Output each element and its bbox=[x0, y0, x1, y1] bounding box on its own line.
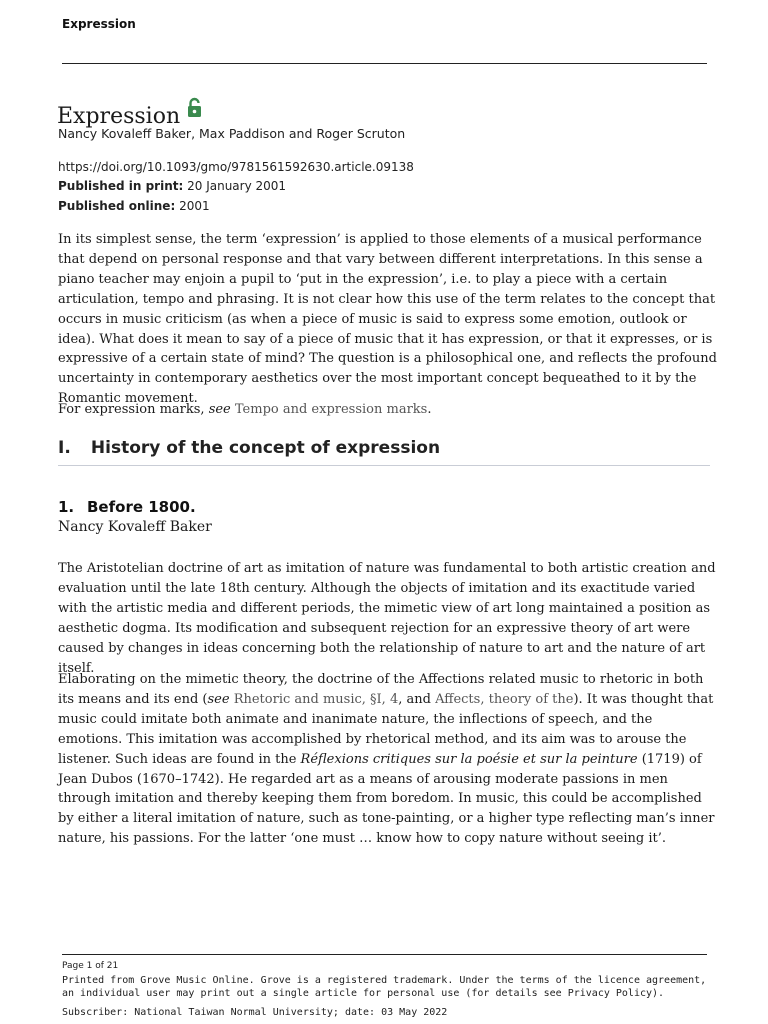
see-also-paragraph bbox=[58, 400, 718, 420]
para2-text-1: Elaborating on the mimetic theory, the doctrine of the Affections related music to rhetoric in both its means and its end ( bbox=[58, 672, 704, 707]
footer-rule bbox=[62, 954, 707, 955]
print-notice: Printed from Grove Music Online. Grove is a registered trademark. Under the terms of the licence agreement, an individual user may print out a single article for personal use (for details see Privacy Policy). bbox=[62, 975, 707, 999]
subsection-number: 1. bbox=[58, 498, 75, 516]
page-number: Page 1 of 21 bbox=[62, 961, 119, 971]
published-print-label: Published in print: bbox=[58, 179, 184, 193]
published-in-print bbox=[58, 179, 286, 193]
section-number: I. bbox=[58, 438, 71, 458]
open-access-lock-icon bbox=[187, 97, 202, 123]
see-prefix: For expression marks, bbox=[58, 402, 209, 417]
section-title: History of the concept of expression bbox=[90, 438, 441, 458]
para2-text-3: ). It was thought that music could imitate both animate and inanimate nature, the inflections of speech, and the emotions. This imitation was accomplished by rhetorical method, and its aim was to arouse the listener. Such ideas are found in the bbox=[58, 691, 714, 767]
article-title: Expression bbox=[57, 104, 181, 129]
see-word: see bbox=[208, 402, 231, 417]
reflexions-title: Réflexions critiques sur la poésie et sur la peinture bbox=[300, 751, 638, 767]
intro-paragraph: In its simplest sense, the term ‘expression’ is applied to those elements of a musical performance that depend on personal response and that vary between different interpretations. In this sense a piano teacher may enjoin a pupil to ‘put in the expression’, i.e. to play a piece with a certain articulation, tempo and phrasing. It is not clear how this use of the term relates to the concept that occurs in music criticism (as when a piece of music is said to express some emotion, outlook or idea). What does it mean to say of a piece of music that it has expression, or that it expresses, or is expressive of a certain state of mind? The question is a philosophical one, and reflects the profound uncertainty in contemporary aesthetics over the most important concept bequeathed to it by the Romantic movement. bbox=[58, 232, 717, 407]
subsection-author: Nancy Kovaleff Baker bbox=[58, 519, 212, 535]
subscriber-line: Subscriber: National Taiwan Normal University; date: 03 May 2022 bbox=[62, 1007, 448, 1018]
body-paragraph-1: The Aristotelian doctrine of art as imitation of nature was fundamental to both artistic creation and evaluation until the late 18th century. Although the objects of imitation and its exactitude varied with the artistic media and different periods, the mimetic view of art long maintained a position as aesthetic dogma. Its modification and subsequent rejection for an expressive theory of art were caused by changes in ideas concerning both the relationship of nature to art and the nature of art itself. bbox=[58, 561, 716, 676]
subsection-heading bbox=[58, 498, 196, 516]
published-online bbox=[58, 199, 210, 213]
rhetoric-and-music-link[interactable]: Rhetoric and music, §I, 4 bbox=[233, 691, 399, 707]
article-authors: Nancy Kovaleff Baker, Max Paddison and Roger Scruton bbox=[58, 126, 406, 141]
doi-link[interactable]: https://doi.org/10.1093/gmo/9781561592630.article.09138 bbox=[58, 160, 414, 174]
see-suffix: . bbox=[427, 402, 432, 417]
published-print-value: 20 January 2001 bbox=[187, 179, 287, 193]
tempo-expression-marks-link[interactable]: Tempo and expression marks bbox=[234, 402, 428, 417]
para2-text-2: , and bbox=[398, 691, 436, 707]
published-online-value: 2001 bbox=[179, 199, 210, 213]
affects-theory-link[interactable]: Affects, theory of the bbox=[435, 691, 574, 707]
running-head: Expression bbox=[62, 17, 136, 31]
section-heading bbox=[58, 438, 710, 466]
para2-text-4: (1719) of Jean Dubos (1670–1742). He regarded art as a means of arousing moderate passions in men through imitation and thereby keeping them from boredom. In music, this could be accomplished by either a literal imitation of nature, such as tone-painting, or a higher type reflecting man’s inner nature, his passions. For the latter ‘one must … know how to copy nature without seeing it’. bbox=[58, 751, 715, 847]
body-paragraph-2 bbox=[58, 670, 718, 849]
header-rule bbox=[62, 63, 707, 64]
subsection-title: Before 1800. bbox=[87, 498, 196, 516]
para2-see-word: see bbox=[207, 691, 230, 707]
published-online-label: Published online: bbox=[58, 199, 176, 213]
